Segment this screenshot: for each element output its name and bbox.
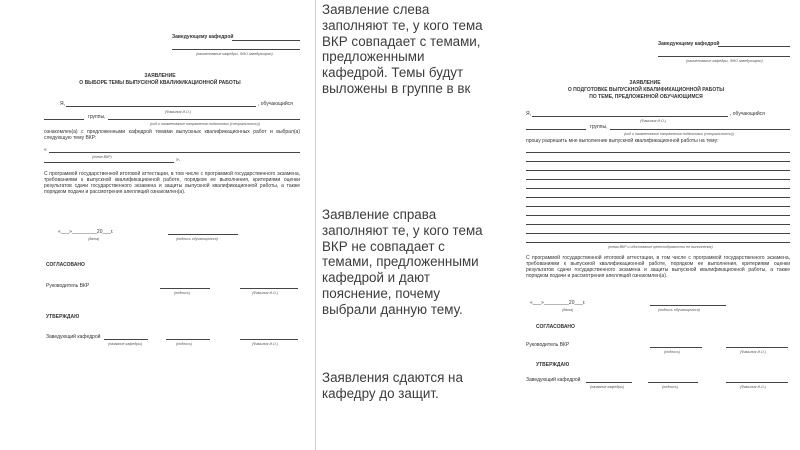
underline [172,49,300,50]
signature-hint: (подпись) [174,291,191,295]
instruction-right-form: Заявление справа заполняют те, у кого тема ВКР не совпадает с темами, предложенными кафедрой и дают пояснение, почему выбрали данную тему. [322,207,483,317]
quote-close: ». [176,157,181,163]
dept-line [586,382,632,383]
intro-text: ознакомлен(а) с предложенными кафедрой темами выпускных квалификационных работ и выбрал(а) следующую тему ВКР: [44,129,300,141]
student-label: , обучающийся [730,111,765,117]
theme-line [49,152,300,153]
supervisor-label: Руководитель ВКР [46,283,90,289]
underline [610,129,790,130]
theme-line [526,170,790,171]
theme-line [526,188,790,189]
signature-line [160,288,210,289]
supervisor-label: Руководитель ВКР [526,342,570,348]
theme-line [526,197,790,198]
doc-title: ЗАЯВЛЕНИЕ [144,73,176,79]
doc-subtitle: О ВЫБОРЕ ТЕМЫ ВЫПУСКНОЙ КВАЛИФИКАЦИОННОЙ РАБОТЫ [79,80,241,86]
underline [532,116,728,117]
dept-line [104,339,148,340]
underline [44,119,84,120]
signature-hint: (подпись) [664,350,681,354]
name-line [726,382,788,383]
agreed-label: СОГЛАСОВАНО [536,324,575,330]
underline [232,40,300,41]
date-field: «___»_________20___г. [58,229,114,235]
theme-hint: (тема ВКР и обоснование целесообразности ее выполнения) [608,245,713,249]
date-field: «___»_________20___г. [530,300,586,306]
fio-hint: (Фамилия И.О.) [640,119,667,123]
underline [658,56,790,57]
head-label: Заведующему кафедрой [172,34,234,40]
theme-line [526,152,790,153]
approved-label: УТВЕРЖДАЮ [46,314,80,320]
acknowledgement-text: С программой государственной итоговой аттестации, в том числе с программой государственного экзамена, требованиями к выпускной квалификационной работе, порядком ее выполнения, критериями оценки результатов сдачи государственного экзамена и защиты выпускной квалификационной работы, а также порядком подачи и рассмотрения апелляций ознакомлен(а). [526,255,790,279]
head-label: Заведующему кафедрой [658,41,720,47]
request-text: прошу разрешить мне выполнение выпускной квалификационной работы на тему: [526,138,719,144]
name-hint: (Фамилия И.О.) [252,291,279,295]
signature-hint: (подпись) [176,342,193,346]
dept-hint: (название кафедры) [108,342,143,346]
head-sub-hint: (наименование кафедры, ФИО заведующего) [686,59,763,63]
ya-label: Я, [526,111,531,117]
date-hint: (дата) [562,308,574,312]
doc-subtitle-2: ПО ТЕМЕ, ПРЕДЛОЖЕННОЙ ОБУЧАЮЩИМСЯ [589,94,703,100]
theme-line [526,206,790,207]
instruction-deadline: Заявления сдаются на кафедру до защит. [322,370,463,401]
ya-label: Я, [60,101,65,107]
signature-hint: (подпись обучающегося) [176,237,218,241]
signature-hint: (подпись) [662,385,679,389]
date-hint: (дата) [88,237,100,241]
left-application-form [0,0,316,450]
name-hint: (Фамилия И.О.) [740,385,767,389]
group-hint: (код и наименование направления подготовки (специальности)) [624,132,734,136]
head-of-dept-label: Заведующий кафедрой [46,334,101,340]
theme-line [44,162,174,163]
group-label: группы, [88,114,106,120]
underline [66,106,256,107]
theme-line [526,233,790,234]
signature-line [648,382,698,383]
acknowledgement-text: С программой государственной итоговой аттестации, в том числе с программой государственного экзамена, требованиями к выпускной квалификационной работе, порядком ее выполнения, критериями оценки результатов сдачи государственного экзамена и защиты выпускной квалификационной работы, а также порядком подачи и рассмотрения апелляций ознакомлен(а). [44,171,300,195]
underline [718,46,790,47]
theme-line [526,161,790,162]
underline [108,119,300,120]
fio-hint: (Фамилия И.О.) [165,110,192,114]
head-of-dept-label: Заведующий кафедрой [526,377,581,383]
theme-line [526,224,790,225]
theme-hint: (тема ВКР) [92,155,112,159]
underline [526,129,586,130]
instruction-left-form: Заявление слева заполняют те, у кого тема ВКР совпадает с темами, предложенными кафедрой. Темы будут выложены в группе в вк [322,2,483,96]
signature-line [650,347,702,348]
name-hint: (Фамилия И.О.) [252,342,279,346]
name-line [726,347,788,348]
name-line [240,288,298,289]
head-sub-hint: (наименование кафедры, ФИО заведующего) [196,52,273,56]
approved-label: УТВЕРЖДАЮ [536,362,570,368]
group-label: группы, [590,124,608,130]
signature-hint: (подпись обучающегося) [658,308,700,312]
theme-line [526,215,790,216]
name-hint: (Фамилия И.О.) [740,350,767,354]
instructions-panel [320,0,488,450]
theme-line [526,179,790,180]
signature-line [650,305,726,306]
student-label: , обучающийся [258,101,293,107]
quote-open: « [44,147,47,153]
right-application-form [490,0,800,450]
theme-line [526,242,790,243]
doc-title: ЗАЯВЛЕНИЕ [629,80,661,86]
agreed-label: СОГЛАСОВАНО [46,262,85,268]
signature-line [168,234,238,235]
dept-hint: (название кафедры) [590,385,625,389]
signature-line [166,339,210,340]
doc-subtitle: О ПОДГОТОВКЕ ВЫПУСКНОЙ КВАЛИФИКАЦИОННОЙ РАБОТЫ [567,87,725,93]
group-hint: (код и наименование направления подготовки (специальности)) [150,122,260,126]
name-line [240,339,298,340]
